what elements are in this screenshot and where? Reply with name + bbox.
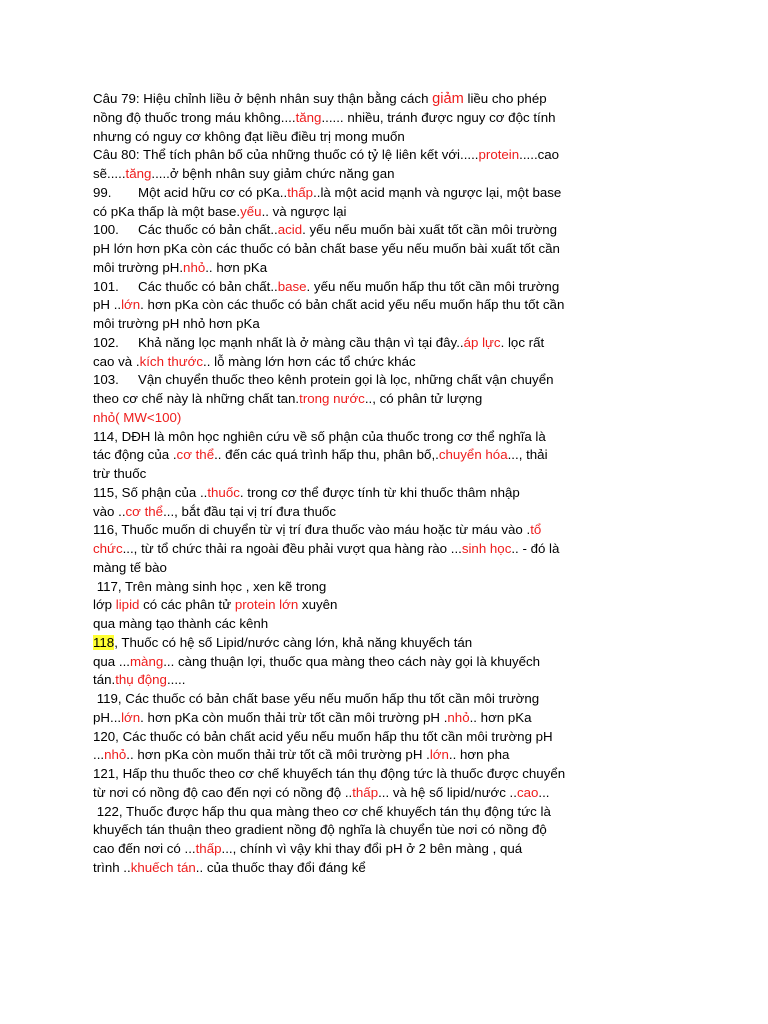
answer: lớn [121,297,141,313]
text: Câu 79: Hiệu chỉnh liều ở bệnh nhân suy thận bằng cách [93,91,433,106]
answer: màng [129,653,164,669]
text: 122, Thuốc được hấp thu qua màng theo cơ chế khuyếch tán thụ động tức là [93,803,551,819]
q103-line-3 [93,409,613,428]
answer: trong nước [299,391,365,406]
item-number: 102. [93,334,119,350]
text: .. - đó là [511,541,560,556]
text: nồng độ thuốc trong máu không.... [93,109,296,125]
text: .. và ngược lại [261,203,347,219]
text: 121, Hấp thu thuốc theo cơ chế khuyếch tán thụ động tức là thuốc được chuyển [93,766,566,781]
q122-line-3 [93,840,613,859]
q119-line-1 [93,690,613,709]
text: ... [93,747,105,763]
text: khuyếch tán thuận theo gradient nồng độ nghĩa là chuyển tùe nơi có nồng độ [93,822,547,838]
q117-line-1 [93,578,613,597]
q79-line-3 [93,128,613,147]
q115-line-1 [93,484,613,503]
text: , Thuốc có hệ số Lipid/nước càng lớn, khả năng khuyếch tán [114,634,473,650]
text: tác động của . [93,447,177,463]
text: . hơn pKa còn muốn thải trừ tốt cần môi trường pH . [140,709,448,725]
text: xuyên [298,597,338,613]
text: ... [538,784,550,800]
answer: lipid [115,597,140,613]
answer: cao [516,784,539,800]
answer: base [277,278,307,294]
q117-line-2 [93,596,613,615]
text: lớp [93,597,116,613]
q116-line-3 [93,559,613,578]
answer: thụ động [115,672,167,688]
answer: thấp [195,841,222,856]
item-number: 101. [93,278,119,294]
q117-line-3 [93,615,613,634]
text: 115, Số phận của .. [93,484,208,500]
text: cao đến nơi có ... [93,841,196,856]
text: . trong cơ thể được tính từ khi thuốc thâm nhập [239,484,520,500]
q101-line-3 [93,315,613,334]
q114-line-3 [93,465,613,484]
text: trình .. [93,859,131,875]
answer: yếu [240,203,262,219]
highlighted-number: 118 [93,634,115,650]
text: nhưng có nguy cơ không đạt liều điều trị mong muốn [93,128,405,144]
q118-line-2 [93,653,613,672]
text: .. hơn pKa còn muốn thải trừ tốt cầ môi trường pH . [126,747,430,763]
q120-line-1 [93,728,613,747]
text: ..., chính vì vậy khi thay đổi pH ở 2 bên màng , quá [221,841,523,856]
text: ..., từ tổ chức thải ra ngoài đều phải vượt qua hàng rào ... [122,541,462,556]
text: 116, Thuốc muốn di chuyển từ vị trí đưa thuốc vào máu hoặc từ máu vào . [93,522,531,538]
text: 114, DĐH là môn học nghiên cứu về số phận của thuốc trong cơ thể nghĩa là [93,428,546,444]
text: pH lớn hơn pKa còn các thuốc có bản chất base yếu nếu muốn bài xuất tốt cần [93,241,560,256]
text: .., có phân tử lượng [364,391,483,406]
text: ...... nhiều, tránh được nguy cơ độc tính [321,109,556,125]
text: Một acid hữu cơ có pKa.. [138,184,288,200]
text: có pKa thấp là một base. [93,203,241,219]
q122-line-4 [93,859,613,878]
q114-line-2 [93,446,613,465]
text: .. lỗ màng lớn hơn các tổ chức khác [203,353,416,369]
q100-line-3 [93,259,613,278]
text: có các phân tử [139,597,235,613]
text: .. hơn pKa [205,259,268,275]
text: . yếu nếu muốn bài xuất tốt cần môi trường [302,222,557,238]
answer: tăng [295,109,322,125]
q102-line-1 [93,334,613,353]
answer: tăng [125,166,152,181]
text: ... càng thuận lợi, thuốc qua màng theo cách này gọi là khuyếch [163,653,541,669]
text: .. của thuốc thay đổi đáng kể [195,859,366,875]
answer: cơ thể [125,503,164,519]
text: Các thuốc có bản chất.. [138,278,278,294]
text: Câu 80: Thể tích phân bố của những thuốc có tỷ lệ liên kết với..... [93,147,479,163]
q121-line-2 [93,784,613,803]
q80-line-1 [93,146,613,165]
answer: kích thước [139,353,204,369]
text: trừ thuốc [93,466,147,481]
answer: lớn [121,709,141,725]
answer: tổ [530,522,542,538]
text: liều cho phép [463,91,547,106]
text: qua ... [93,653,130,669]
answer: protein lớn [234,597,299,613]
q99-line-2 [93,203,613,222]
text: tán. [93,672,116,688]
q115-line-2 [93,503,613,522]
answer: giảm [432,91,464,107]
answer: thuốc [207,484,240,500]
answer: nhỏ [183,259,206,275]
text: sẽ..... [93,166,126,181]
text: . hơn pKa còn các thuốc có bản chất acid yếu nếu muốn hấp thu tốt cần [140,297,565,313]
q101-line-1 [93,278,613,297]
q121-line-1 [93,765,613,784]
text: pH .. [93,297,122,313]
text: Khả năng lọc mạnh nhất là ở màng cầu thận vì tại đây.. [138,334,464,350]
text: từ nơi có nồng độ cao đến nợi có nồng độ .. [93,784,353,800]
answer: nhỏ [104,747,127,763]
text: ..là một acid mạnh và ngược lại, một base [313,184,562,200]
q114-line-1 [93,428,613,447]
q79-line-1 [93,90,613,109]
text: Vận chuyển thuốc theo kênh protein gọi là lọc, những chất vận chuyển [138,372,554,388]
answer: nhỏ( MW<100) [93,409,182,425]
q101-line-2 [93,296,613,315]
answer: chức [93,541,123,556]
text: cao và . [93,353,140,369]
text: .. hơn pha [448,747,510,763]
text: vào .. [93,503,126,519]
text: .....cao [519,147,560,163]
answer: sinh học [461,541,512,556]
answer: protein [478,147,520,163]
text: 119, Các thuốc có bản chất base yếu nếu muốn hấp thu tốt cần môi trường [93,691,540,706]
q79-line-2 [93,109,613,128]
q99-line-1 [93,184,613,203]
text: môi trường pH nhỏ hơn pKa [93,316,260,331]
text: .....ở bệnh nhân suy giảm chức năng gan [151,166,395,181]
answer: acid [277,222,303,238]
q102-line-2 [93,353,613,372]
text: . yếu nếu muốn hấp thu tốt cần môi trường [306,278,560,294]
q119-line-2 [93,709,613,728]
answer: cơ thể [176,447,215,463]
answer: thấp [287,184,314,200]
q120-line-2 [93,746,613,765]
text: theo cơ chế này là những chất tan. [93,391,300,406]
q103-line-1 [93,371,613,390]
text: .. hơn pKa [469,709,532,725]
text: 117, Trên màng sinh học , xen kẽ trong [93,578,327,594]
q80-line-2 [93,165,613,184]
document-body [93,90,613,878]
q118-line-3 [93,671,613,690]
q118-line-1 [93,634,613,653]
text: ..., thải [507,447,548,463]
answer: lớn [429,747,449,763]
item-number: 100. [93,222,119,238]
text: màng tế bào [93,559,167,575]
text: pH... [93,709,122,725]
answer: thấp [352,784,379,800]
text: .. đến các quá trình hấp thu, phân bố,. [214,447,439,463]
text: . lọc rất [500,334,545,350]
q116-line-1 [93,521,613,540]
q103-line-2 [93,390,613,409]
q100-line-1 [93,221,613,240]
text: Các thuốc có bản chất.. [138,222,278,238]
text: ..... [166,672,186,688]
q116-line-2 [93,540,613,559]
item-number: 103. [93,372,119,388]
answer: áp lực [463,334,501,350]
text: qua màng tạo thành các kênh [93,616,269,631]
answer: khuếch tán [130,859,196,875]
q100-line-2 [93,240,613,259]
text: ..., bắt đầu tại vị trí đưa thuốc [163,503,337,519]
text: ... và hệ số lipid/nước .. [378,784,517,800]
answer: chuyển hóa [438,447,508,463]
q122-line-2 [93,821,613,840]
answer: nhỏ [447,709,470,725]
q122-line-1 [93,803,613,822]
item-number: 99. [93,184,112,200]
text: 120, Các thuốc có bản chất acid yếu nếu muốn hấp thu tốt cần môi trường pH [93,728,553,744]
text: môi trường pH. [93,259,184,275]
